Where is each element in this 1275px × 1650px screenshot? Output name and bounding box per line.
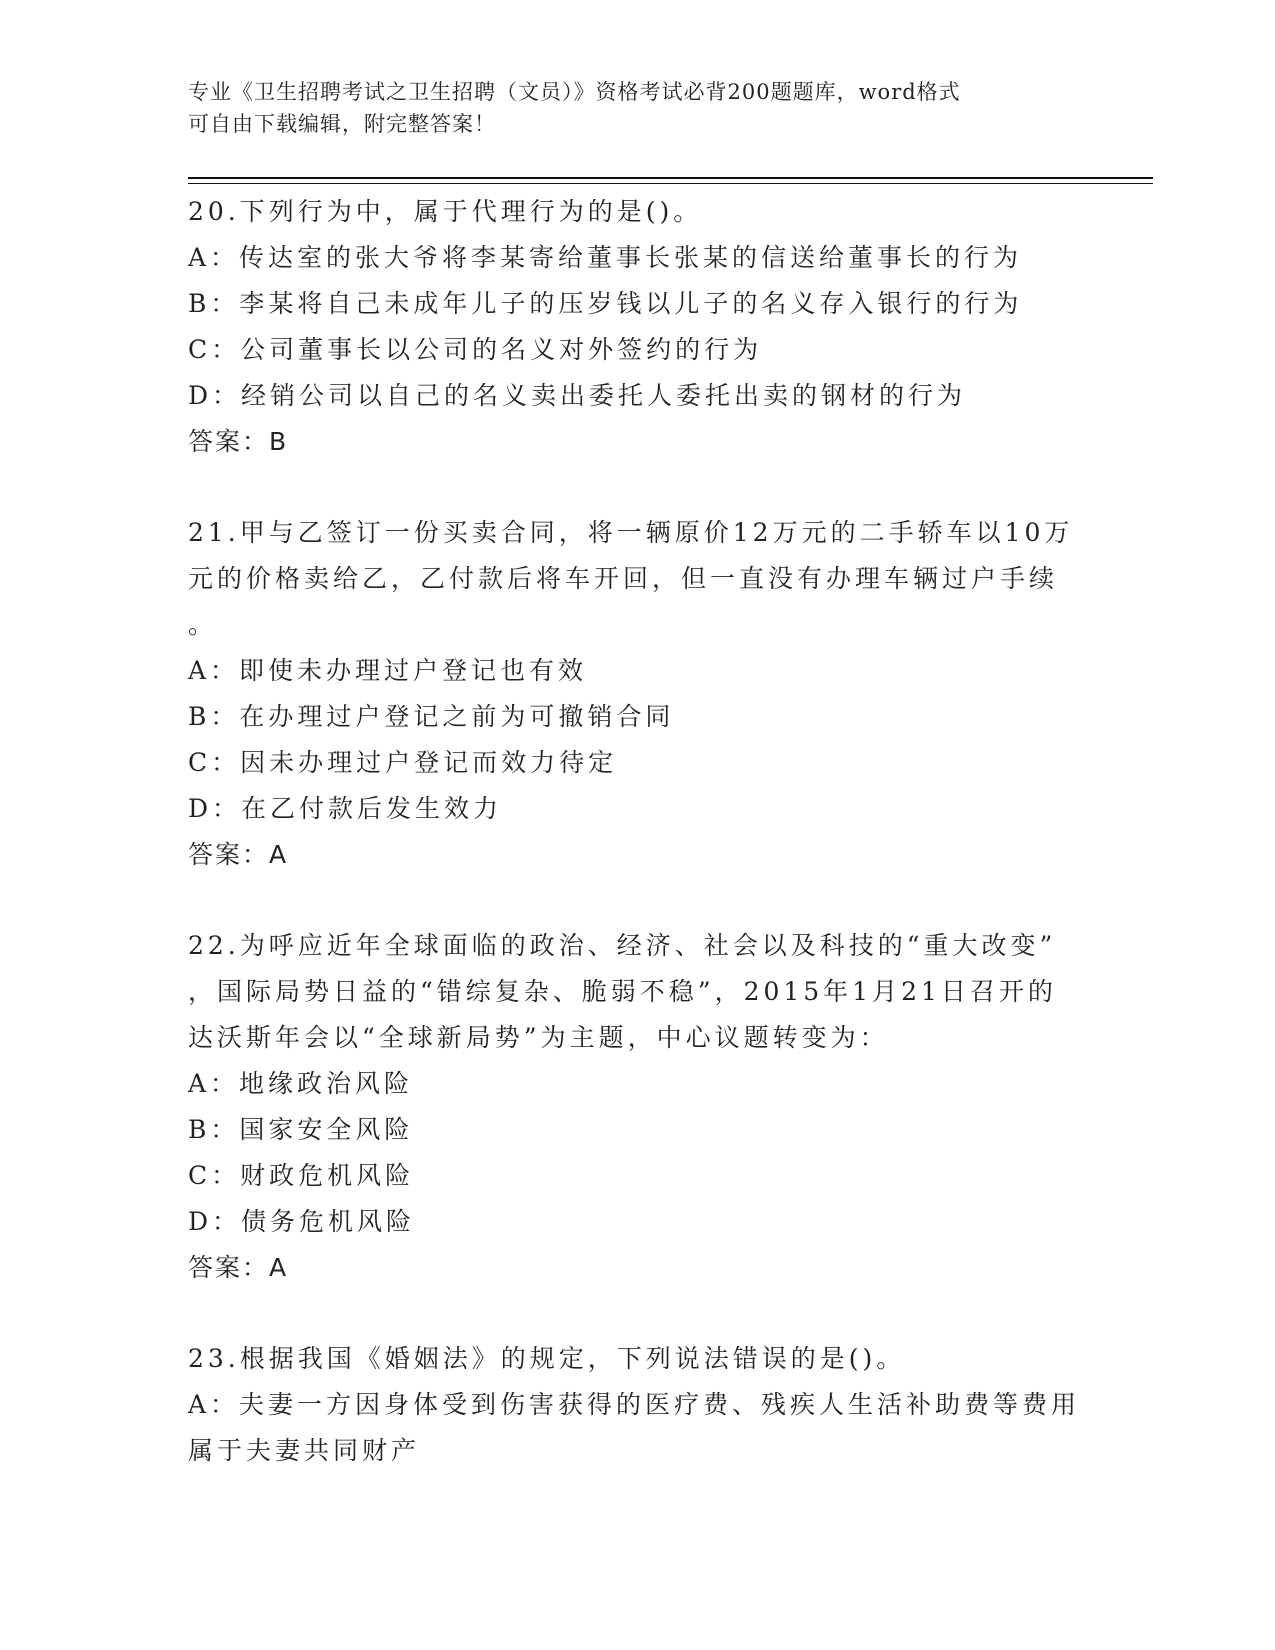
question-20-option-d: D：经销公司以自己的名义卖出委托人委托出卖的钢材的行为 [188,381,967,410]
question-23-stem: 23.根据我国《婚姻法》的规定，下列说法错误的是()。 [188,1344,906,1373]
question-22-stem-line-3: 达沃斯年会以“全球新局势”为主题，中心议题转变为： [188,1023,889,1052]
question-22-stem-line-2: ，国际局势日益的“错综复杂、脆弱不稳”，2015年1月21日召开的 [188,977,1057,1006]
header-divider-thin [188,183,1153,184]
question-23-option-a: A：夫妻一方因身体受到伤害获得的医疗费、残疾人生活补助费等费用 [188,1390,1081,1419]
question-20-option-b: B：李某将自己未成年儿子的压岁钱以儿子的名义存入银行的行为 [188,289,1023,318]
question-23-option-a-continued: 属于夫妻共同财产 [188,1436,421,1465]
question-21-stem-line-2: 元的价格卖给乙，乙付款后将车开回，但一直没有办理车辆过户手续 [188,564,1059,593]
question-22 [188,923,1088,1291]
question-22-option-a: A：地缘政治风险 [188,1069,414,1098]
question-22-option-b: B：国家安全风险 [188,1115,414,1144]
question-21 [188,510,1088,878]
question-spacer [188,878,1088,923]
question-22-option-c: C：财政危机风险 [188,1161,415,1190]
header-title-line-1: 专业《卫生招聘考试之卫生招聘（文员）》资格考试必背200题题库，word格式 [188,80,961,104]
question-21-stem-line-1: 21.甲与乙签订一份买卖合同，将一辆原价12万元的二手轿车以10万 [188,518,1074,547]
question-21-option-b: B：在办理过户登记之前为可撤销合同 [188,702,675,731]
question-21-stem-line-3: 。 [188,610,218,639]
question-spacer [188,1291,1088,1336]
document-header [188,76,1088,140]
question-21-option-d: D：在乙付款后发生效力 [188,794,503,823]
question-23 [188,1336,1088,1474]
question-22-option-d: D：债务危机风险 [188,1207,416,1236]
question-20 [188,189,1088,465]
question-21-answer: 答案：A [188,840,289,869]
question-21-option-a: A：即使未办理过户登记也有效 [188,656,588,685]
question-20-option-a: A：传达室的张大爷将李某寄给董事长张某的信送给董事长的行为 [188,243,1023,272]
question-20-option-c: C：公司董事长以公司的名义对外签约的行为 [188,335,763,364]
question-22-stem-line-1: 22.为呼应近年全球面临的政治、经济、社会以及科技的“重大改变” [188,931,1057,960]
header-divider-thick [188,177,1153,179]
header-title-line-2: 可自由下载编辑，附完整答案！ [188,112,496,136]
question-20-stem: 20.下列行为中，属于代理行为的是()。 [188,197,703,226]
question-spacer [188,465,1088,510]
question-21-option-c: C：因未办理过户登记而效力待定 [188,748,618,777]
question-22-answer: 答案：A [188,1253,289,1282]
question-20-answer: 答案：B [188,427,289,456]
question-list [188,189,1088,1474]
